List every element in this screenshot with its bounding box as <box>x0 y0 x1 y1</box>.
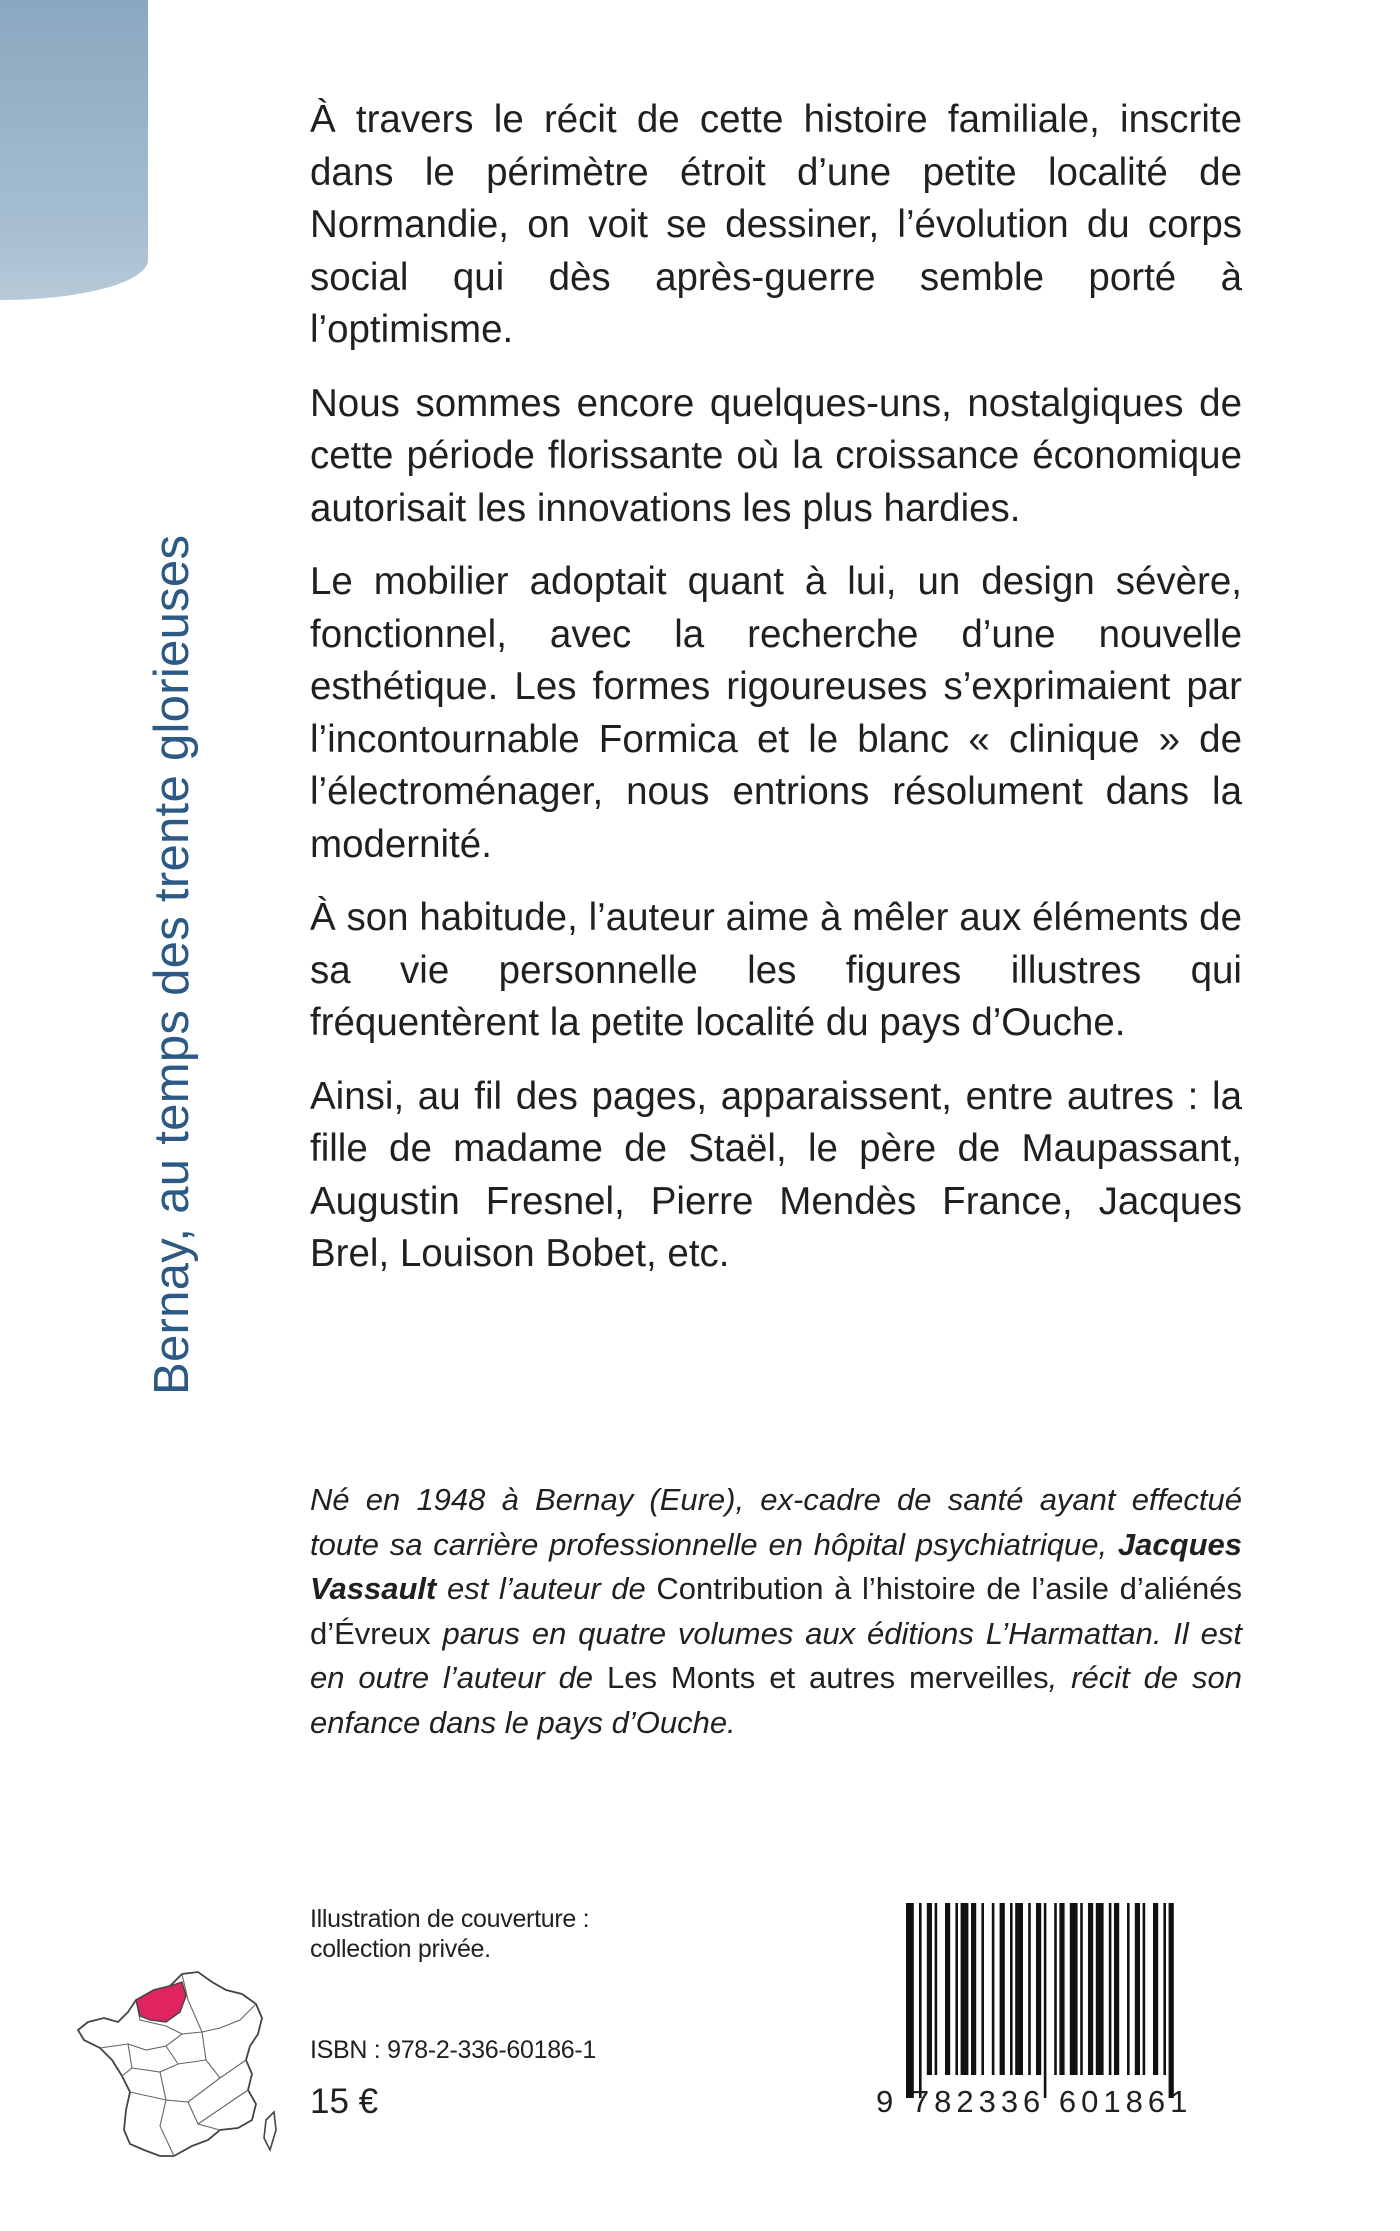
barcode-bar <box>1070 1903 1078 2075</box>
barcode-bar <box>906 1903 914 2098</box>
barcode-bar <box>919 1903 922 2098</box>
barcode-bar <box>1054 1903 1057 2075</box>
barcode-bar <box>1096 1903 1104 2075</box>
spine-title: Bernay, au temps des trente glorieuses <box>145 534 199 1395</box>
barcode-bar <box>955 1903 958 2075</box>
bio-text: Né en 1948 à Bernay (Eure), ex-cadre de santé ayant effectué toute sa carrière professionnelle en hôpital psychiatrique, <box>310 1482 1242 1562</box>
spine-color-band <box>0 0 148 300</box>
barcode-bar <box>1109 1903 1112 2075</box>
blurb-paragraph: À travers le récit de cette histoire familiale, inscrite dans le périmètre étroit d’une petite localité de Normandie, on voit se dessiner, l’évolution du corps social qui dès après-guerre semble porté à l’optimisme. <box>310 98 1242 351</box>
cover-illustration-credit <box>310 1904 589 1964</box>
barcode-bar <box>1028 1903 1031 2075</box>
barcode-bar <box>1015 1903 1023 2075</box>
credit-line: collection privée. <box>310 1935 491 1963</box>
bio-text: est l’auteur de <box>436 1571 657 1606</box>
barcode-bar <box>981 1903 984 2075</box>
barcode-bar <box>935 1903 938 2075</box>
barcode-bar <box>945 1903 950 2075</box>
barcode-bar <box>1153 1903 1158 2075</box>
blurb-paragraph: Nous sommes encore quelques-uns, nostalgiques de cette période florissante où la croissance économique autorisait les innovations les plus hardies. <box>310 381 1242 530</box>
blurb-paragraph: À son habitude, l’auteur aime à mêler aux éléments de sa vie personnelle les figures illustres qui fréquentèrent la petite localité du pays d’Ouche. <box>310 896 1242 1044</box>
bio-text: parus en quatre volumes aux éditions L’Harmattan. Il est en outre l’auteur de <box>310 1615 1242 1695</box>
barcode-bar <box>1114 1903 1119 2075</box>
barcode-bar <box>971 1903 976 2075</box>
france-map-icon <box>70 1960 280 2170</box>
barcode-bar <box>1044 1903 1047 2098</box>
barcode-bar <box>1000 1903 1005 2075</box>
barcode-bar <box>1127 1903 1130 2075</box>
barcode-bar <box>1080 1903 1083 2075</box>
isbn-number: ISBN : 978-2-336-60186-1 <box>310 2036 597 2064</box>
bio-text: , récit de son enfance dans le pays d’Ouche. <box>310 1660 1242 1740</box>
blurb-paragraph: Ainsi, au fil des pages, apparaissent, entre autres : la fille de madame de Staël, le père de Maupassant, Augustin Fresnel, Pierre Mendès France, Jacques Brel, Louison Bobet, etc. <box>310 1074 1242 1275</box>
barcode-bar <box>927 1903 932 2075</box>
barcode-bar <box>1088 1903 1093 2075</box>
barcode-bar <box>1169 1903 1174 2098</box>
barcode-bar <box>1036 1903 1041 2075</box>
price: 15 € <box>310 2082 379 2121</box>
book-title: Les Monts et autres merveilles <box>606 1660 1049 1695</box>
barcode-bar <box>961 1903 969 2075</box>
barcode-bar <box>992 1903 995 2075</box>
barcode-bar <box>1143 1903 1146 2075</box>
barcode-digits: 9 782336 601861 <box>876 2084 1193 2119</box>
book-title: Contribution à l’histoire de l’asile d’aliénés d’Évreux <box>310 1571 1242 1651</box>
author-bio <box>310 1478 1242 1745</box>
barcode-bar <box>1010 1903 1013 2075</box>
credit-line: Illustration de couverture : <box>310 1905 590 1933</box>
barcode-bar <box>1135 1903 1140 2075</box>
author-name: Jacques Vassault <box>310 1526 1242 1606</box>
back-cover-blurb <box>310 94 1242 1302</box>
barcode-bar <box>1163 1903 1166 2075</box>
blurb-paragraph: Le mobilier adoptait quant à lui, un design sévère, fonctionnel, avec la recherche d’une nouvelle esthétique. Les formes rigoureuses s’exprimaient par l’incontournable Formica et le blanc « clinique » de l’électroménager, nous entrions résolument dans la modernité. <box>310 560 1242 866</box>
barcode-bar <box>1059 1903 1064 2075</box>
